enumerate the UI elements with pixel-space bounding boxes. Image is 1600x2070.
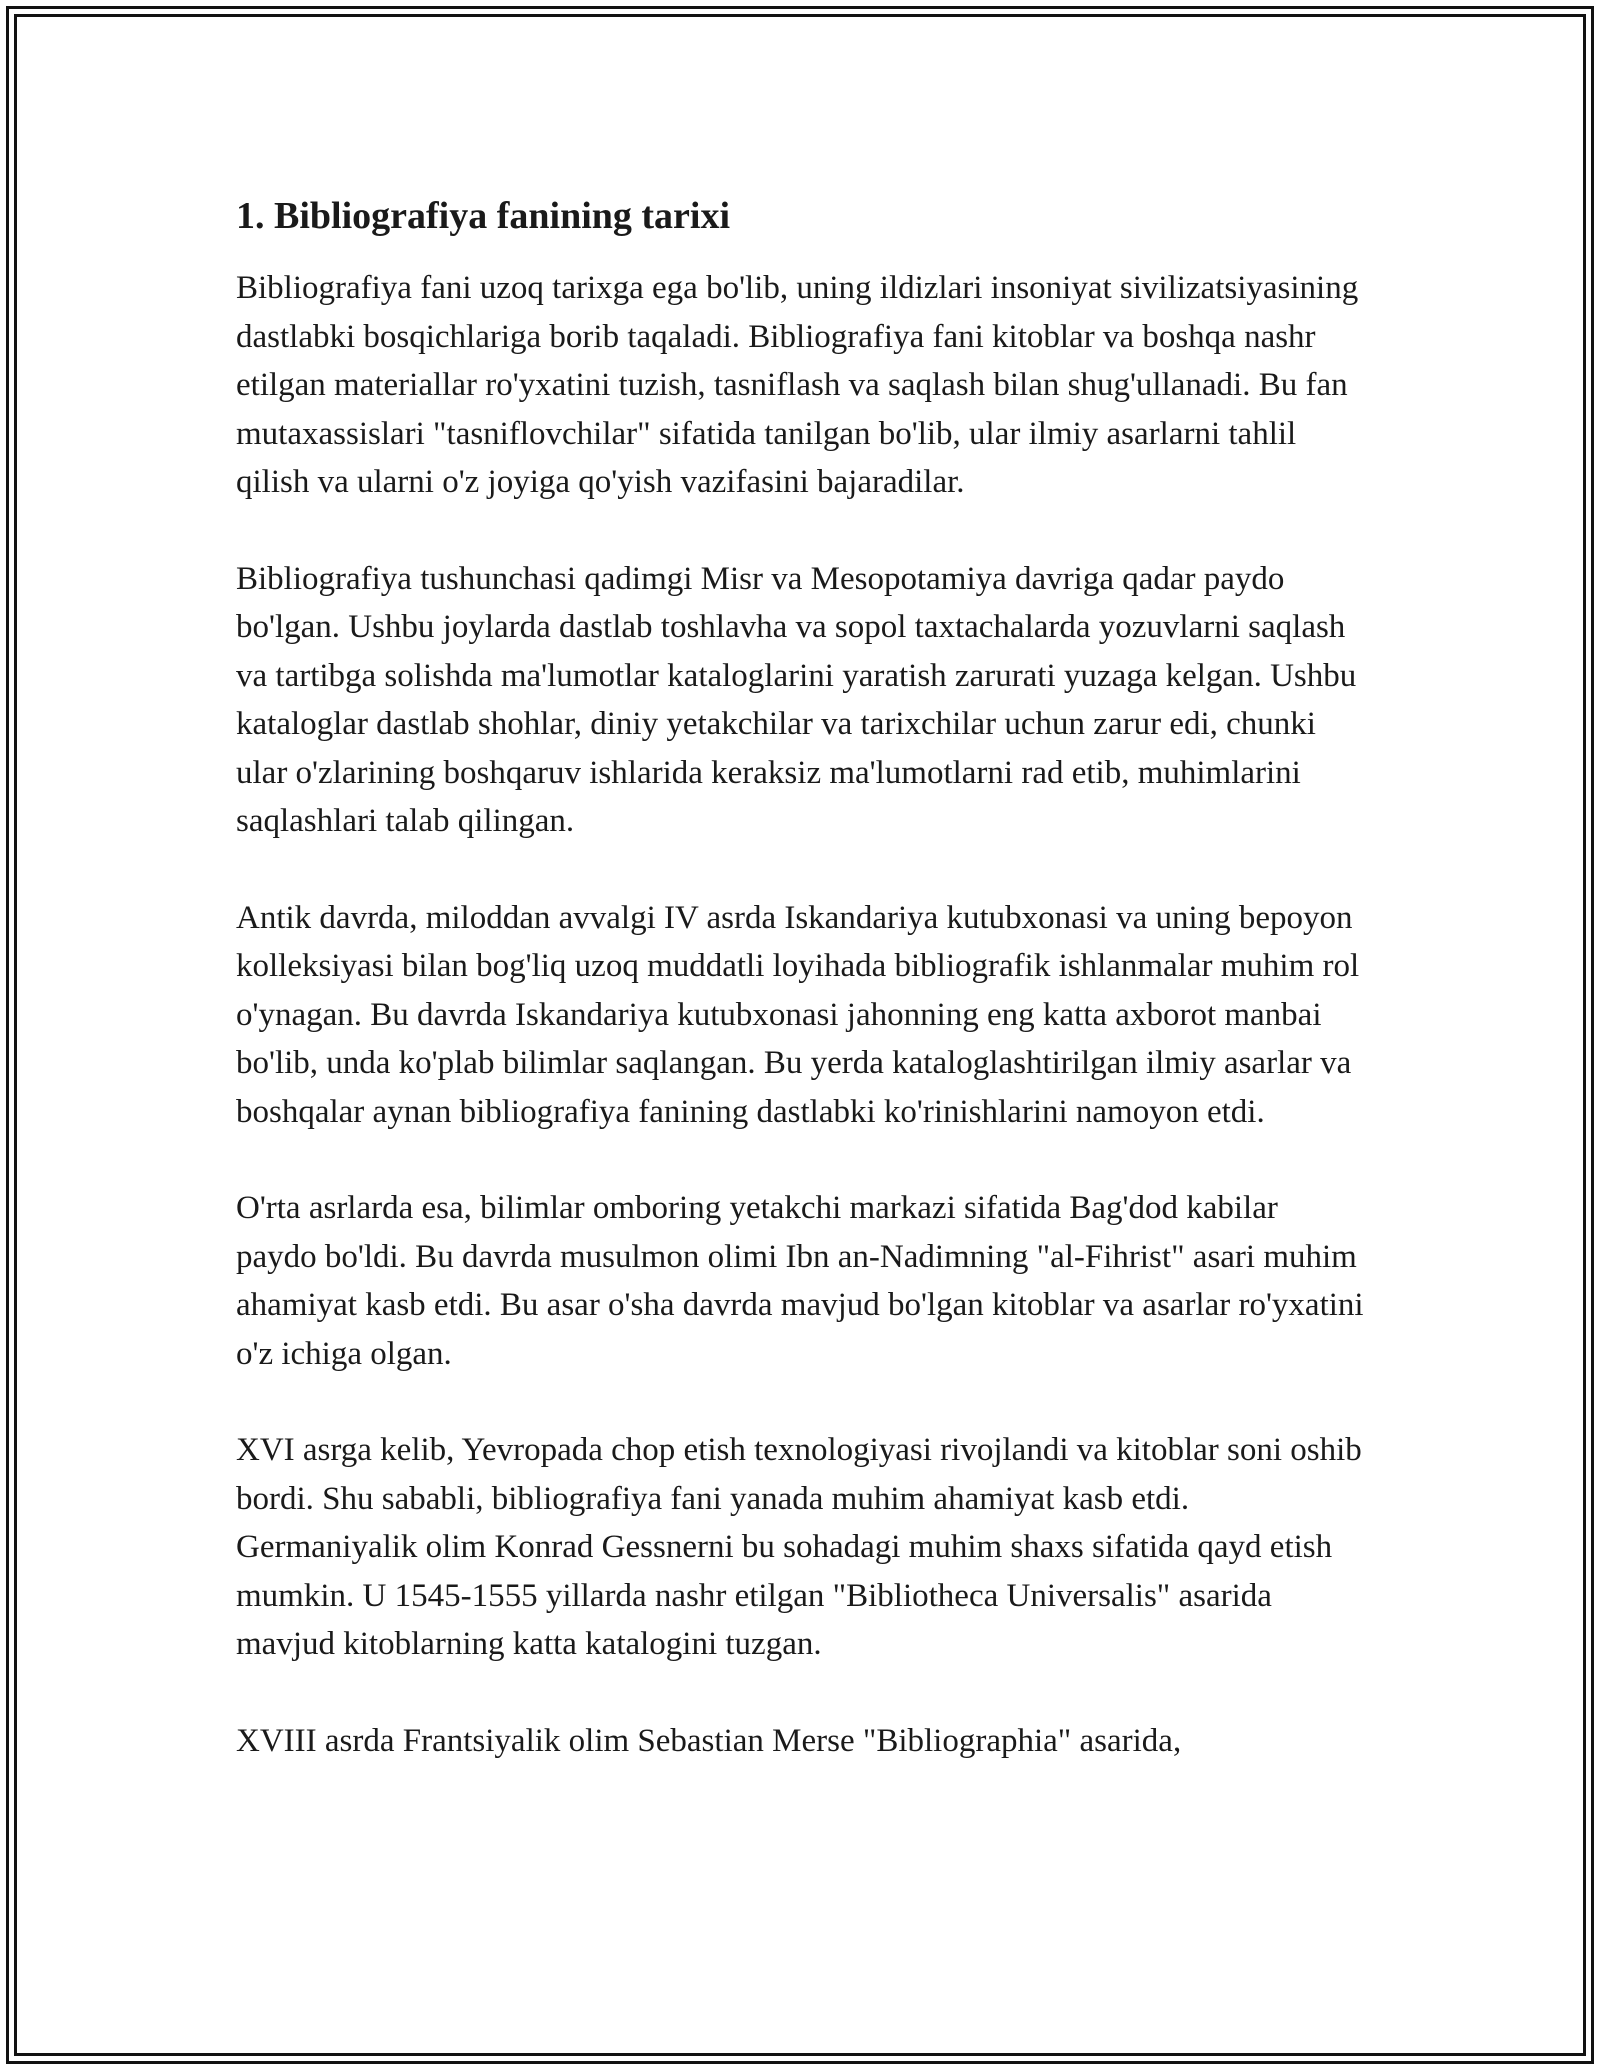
paragraph-5: XVI asrga kelib, Yevropada chop etish texnologiyasi rivojlandi va kitoblar soni oshib bordi. Shu sababli, bibliografiya fani yanada muhim ahamiyat kasb etdi. Germaniyalik olim Konrad Gessnerni bu sohadagi muhim shaxs sifatida qayd etish mumkin. U 1545-1555 yillarda nashr etilgan "Bibliotheca Universalis" asarida mavjud kitoblarning katta katalogini tuzgan. [236,1432,1362,1662]
paragraph-6: XVIII asrda Frantsiyalik olim Sebastian Merse "Bibliographia" asarida, [236,1722,1182,1759]
section-heading: 1. Bibliografiya fanining tarixi [236,195,731,237]
paragraph-1: Bibliografiya fani uzoq tarixga ega bo'lib, uning ildizlari insoniyat sivilizatsiyasining dastlabki bosqichlariga borib taqaladi. Bibliografiya fani kitoblar va boshqa nashr etilgan materiallar ro'yxatini tuzish, tasniflash va saqlash bilan shug'ullanadi. Bu fan mutaxassislari "tasniflovchilar" sifatida tanilgan bo'lib, ular ilmiy asarlarni tahlil qilish va ularni o'z joyiga qo'yish vazifasini bajaradilar. [236,270,1359,500]
paragraph-3: Antik davrda, miloddan avvalgi IV asrda Iskandariya kutubxonasi va uning bepoyon kolleksiyasi bilan bog'liq uzoq muddatli loyihada bibliografik ishlanmalar muhim rol o'ynagan. Bu davrda Iskandariya kutubxonasi jahonning eng katta axborot manbai bo'lib, unda ko'plab bilimlar saqlangan. Bu yerda kataloglashtirilgan ilmiy asarlar va boshqalar aynan bibliografiya fanining dastlabki ko'rinishlarini namoyon etdi. [236,899,1360,1130]
paragraph-4: O'rta asrlarda esa, bilimlar omboring yetakchi markazi sifatida Bag'dod kabilar paydo bo'ldi. Bu davrda musulmon olimi Ibn an-Nadimning "al-Fihrist" asari muhim ahamiyat kasb etdi. Bu asar o'sha davrda mavjud bo'lgan kitoblar va asarlar ro'yxatini o'z ichiga olgan. [236,1190,1364,1372]
document-body [236,188,1366,1813]
paragraph-2: Bibliografiya tushunchasi qadimgi Misr va Mesopotamiya davriga qadar paydo bo'lgan. Ushbu joylarda dastlab toshlavha va sopol taxtachalarda yozuvlarni saqlash va tartibga solishda ma'lumotlar kataloglarini yaratish zarurati yuzaga kelgan. Ushbu kataloglar dastlab shohlar, diniy yetakchilar va tarixchilar uchun zarur edi, chunki ular o'zlarining boshqaruv ishlarida keraksiz ma'lumotlarni rad etib, muhimlarini saqlashlari talab qilingan. [236,560,1357,839]
